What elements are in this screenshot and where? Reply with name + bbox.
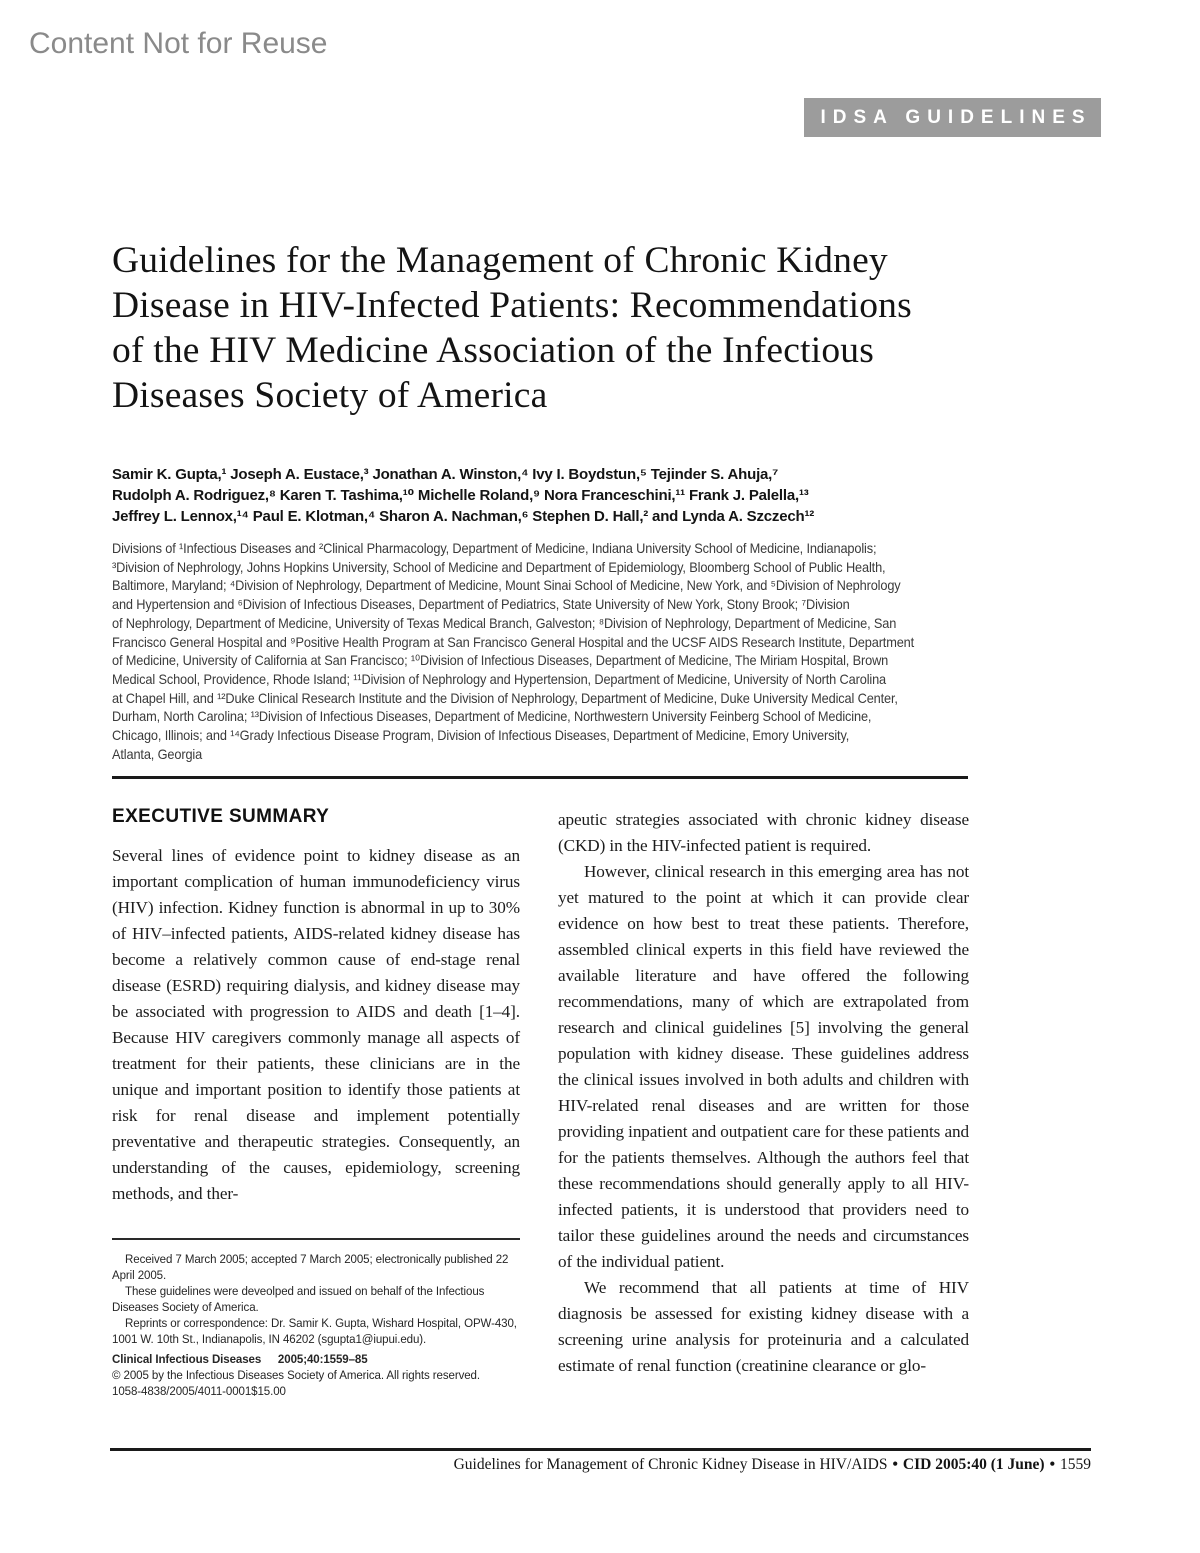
body-paragraph: However, clinical research in this emerging area has not yet matured to the point at which it can provide clear evidence on how best to treat these patients. Therefore, assembled clinical experts in this field have reviewed the available literature and have offered the following recommendations, many of which are extrapolated from research and clinical guidelines [5] involving the general population with kidney disease. These guidelines address the clinical issues involved in both adults and children with HIV-related renal diseases and are written for those providing inpatient and outpatient care for these patients and for the patients themselves. Although the authors feel that these recommendations should generally apply to all HIV-infected patients, it is understood that providers need to tailor these guidelines around the needs and circumstances of the individual patient.	[558, 862, 969, 1271]
article-title-line: Disease in HIV-Infected Patients: Recommendations	[112, 285, 912, 326]
footnote-issn: 1058-4838/2005/4011-0001$15.00	[112, 1384, 286, 1399]
affiliation-line: of Medicine, University of California at San Francisco; ¹⁰Division of Infectious Diseases, Department of Medicine, The Miriam Hospital, Brown	[112, 653, 889, 669]
body-paragraph: We recommend that all patients at time of HIV diagnosis be assessed for existing kidney disease with a screening urine analysis for proteinuria and a calculated estimate of renal function (creatinine clearance or glo-	[558, 1278, 969, 1375]
body-paragraph: Several lines of evidence point to kidney disease as an important complication of human immunodeficiency virus (HIV) infection. Kidney function is abnormal in up to 30% of HIV–infected patients, AIDS-related kidney disease has become a relatively common cause of end-stage renal disease (ESRD) requiring dialysis, and kidney disease may be associated with progression to AIDS and death [1–4]. Because HIV caregivers commonly manage all aspects of treatment for their patients, these clinicians are in the unique and important position to identify those patients at risk for renal disease and implement potentially preventative and therapeutic strategies. Consequently, an understanding of the causes, epidemiology, screening methods, and ther-	[112, 846, 520, 1203]
affiliation-line: Baltimore, Maryland; ⁴Division of Nephrology, Department of Medicine, Mount Sinai School of Medicine, New York, and ⁵Division of Nephrology	[112, 578, 901, 594]
journal-name: Clinical Infectious Diseases	[112, 1352, 262, 1367]
article-title-line: Diseases Society of America	[112, 375, 548, 416]
author-list	[112, 464, 814, 527]
affiliation-line: Medical School, Providence, Rhode Island; ¹¹Division of Nephrology and Hypertension, Department of Medicine, University of North Carolina	[112, 671, 887, 687]
footer-citation: CID 2005:40 (1 June)	[902, 1456, 1045, 1473]
affiliation-line: at Chapel Hill, and ¹²Duke Clinical Research Institute and the Division of Nephrology, Department of Medicine, Duke University Medical Center,	[112, 690, 898, 706]
article-title	[112, 238, 912, 418]
footer-bullet: •	[892, 1456, 898, 1473]
footnote-correspondence: Reprints or correspondence: Dr. Samir K. Gupta, Wishard Hospital, OPW-430, 1001 W. 10th St., Indianapolis, IN 46202 (sgupta1@iupui.edu).	[112, 1315, 517, 1346]
watermark-text: Content Not for Reuse	[29, 27, 328, 60]
footnote-received: Received 7 March 2005; accepted 7 March 2005; electronically published 22 April 2005.	[112, 1252, 509, 1282]
affiliation-line: of Nephrology, Department of Medicine, University of Texas Medical Branch, Galveston; ⁸Division of Nephrology, Department of Medicine, San	[112, 615, 897, 631]
journal-volume-pages: 2005;40:1559–85	[277, 1352, 368, 1367]
author-line: Jeffrey L. Lennox,¹⁴ Paul E. Klotman,⁴ Sharon A. Nachman,⁶ Stephen D. Hall,² and Lynda A. Szczech¹²	[112, 508, 815, 525]
footer-running-title: Guidelines for Management of Chronic Kidney Disease in HIV/AIDS	[453, 1456, 888, 1473]
running-footer	[110, 1456, 1091, 1474]
affiliation-line: Divisions of ¹Infectious Diseases and ²Clinical Pharmacology, Department of Medicine, Indiana University School of Medicine, Indianapolis;	[112, 541, 877, 556]
author-line: Samir K. Gupta,¹ Joseph A. Eustace,³ Jonathan A. Winston,⁴ Ivy I. Boydstun,⁵ Tejinder S. Ahuja,⁷	[112, 466, 779, 483]
footnote-copyright: © 2005 by the Infectious Diseases Society of America. All rights reserved.	[112, 1368, 480, 1383]
affiliation-line: Durham, North Carolina; ¹³Division of Infectious Diseases, Department of Medicine, Northwestern University Feinberg School of Medicine,	[112, 709, 872, 725]
footnote-divider	[112, 1238, 520, 1240]
author-line: Rudolph A. Rodriguez,⁸ Karen T. Tashima,¹⁰ Michelle Roland,⁹ Nora Franceschini,¹¹ Frank J. Palella,¹³	[112, 487, 809, 504]
footer-divider	[110, 1448, 1091, 1451]
journal-citation-line	[112, 1352, 521, 1368]
affiliation-line: Chicago, Illinois; and ¹⁴Grady Infectious Disease Program, Division of Infectious Diseases, Department of Medicine, Emory University,	[112, 728, 850, 744]
affiliations-divider	[112, 776, 968, 779]
affiliation-line: ³Division of Nephrology, Johns Hopkins University, School of Medicine and Department of Epidemiology, Bloomberg School of Public Health,	[112, 559, 886, 575]
executive-summary-heading: EXECUTIVE SUMMARY	[112, 806, 330, 827]
left-column	[112, 806, 520, 1207]
body-paragraph: apeutic strategies associated with chronic kidney disease (CKD) in the HIV-infected patient is required.	[558, 810, 969, 855]
footnote-block	[112, 1252, 521, 1400]
article-title-line: of the HIV Medicine Association of the Infectious	[112, 330, 875, 371]
affiliation-line: and Hypertension and ⁶Division of Infectious Diseases, Department of Pediatrics, State University of New York, Stony Brook; ⁷Division	[112, 597, 850, 613]
idsa-guidelines-banner: IDSA GUIDELINES	[804, 98, 1101, 137]
affiliations-block	[112, 540, 968, 764]
footer-bullet: •	[1049, 1456, 1055, 1473]
article-title-line: Guidelines for the Management of Chronic Kidney	[112, 240, 888, 281]
footnote-issued: These guidelines were deveolped and issued on behalf of the Infectious Diseases Society of America.	[112, 1283, 485, 1314]
footer-page-number: 1559	[1060, 1456, 1091, 1473]
affiliation-line: Francisco General Hospital and ⁹Positive Health Program at San Francisco General Hospital and the UCSF AIDS Research Institute, Department	[112, 634, 915, 650]
right-column	[558, 807, 969, 1379]
affiliation-line: Atlanta, Georgia	[112, 746, 203, 762]
